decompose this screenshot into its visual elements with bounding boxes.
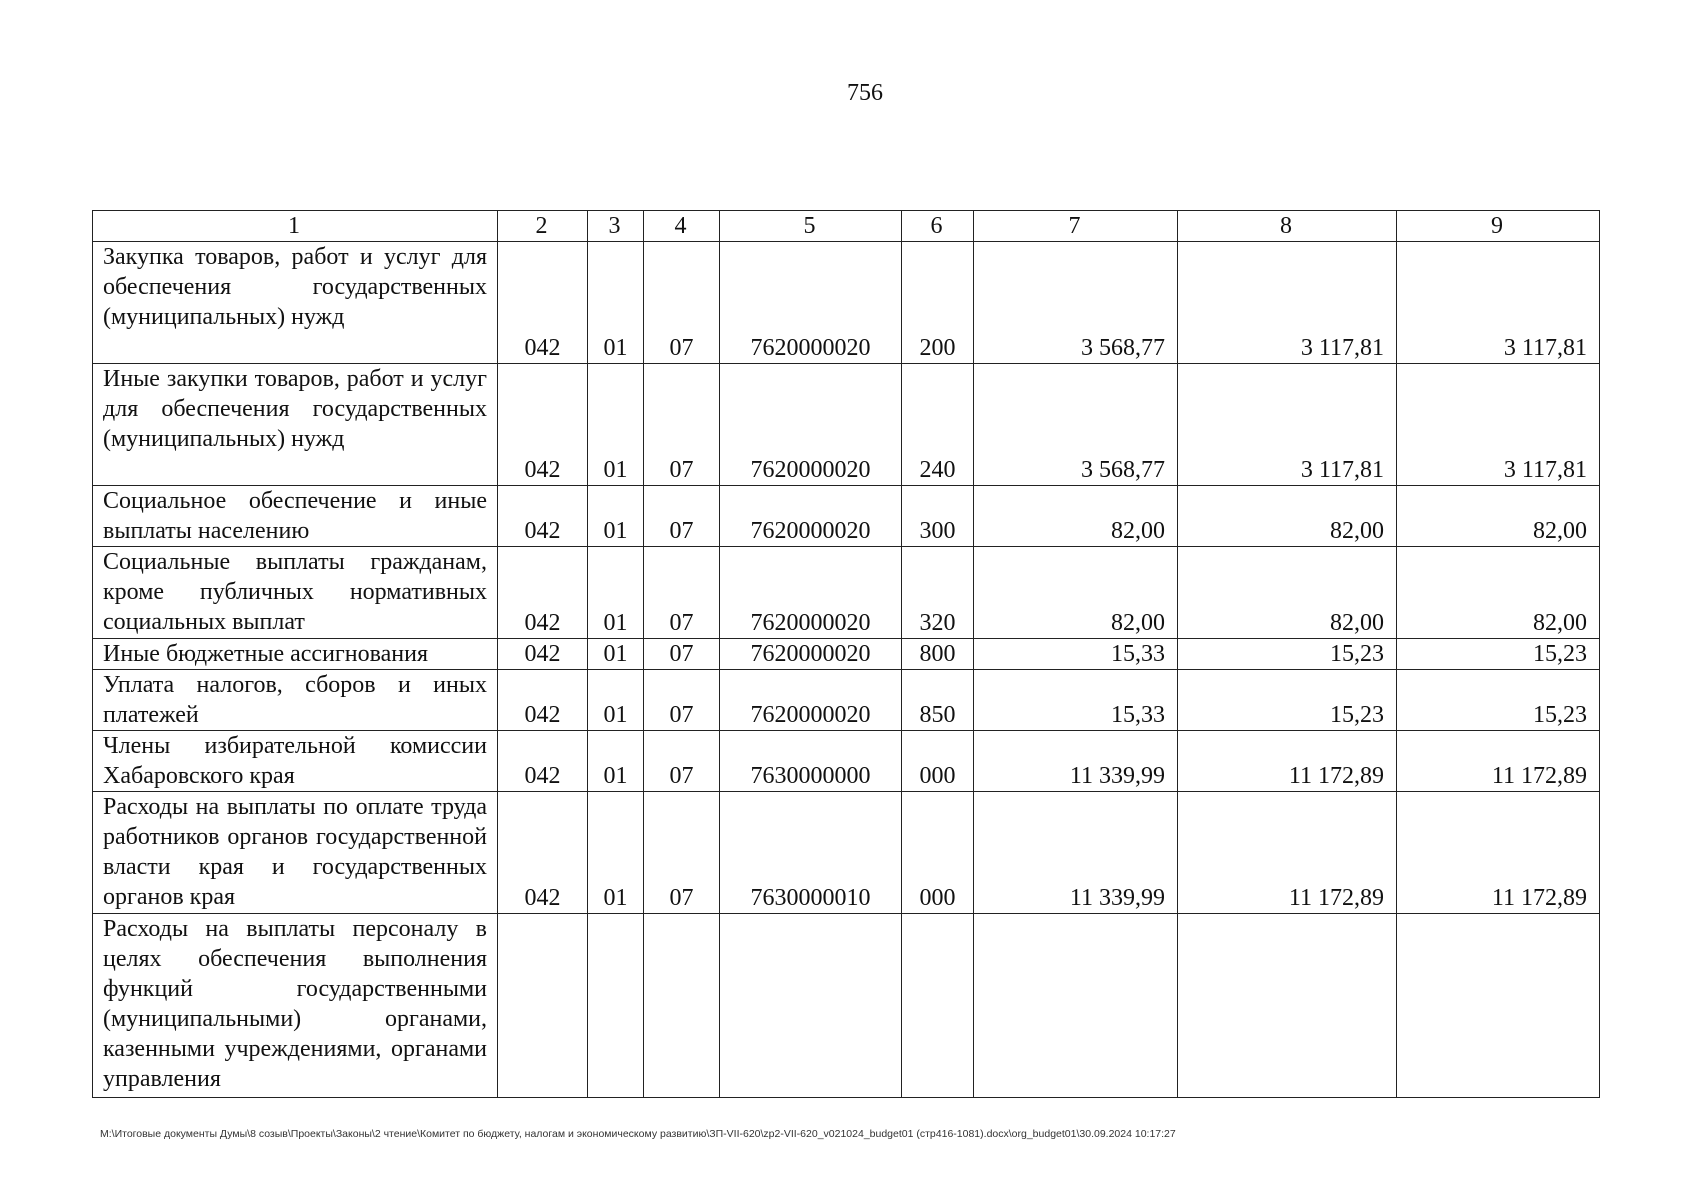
cell-col-8: 82,00 <box>1178 486 1397 547</box>
cell-col-5: 7620000020 <box>720 364 902 486</box>
table-row <box>93 242 1600 364</box>
cell-col-4: 07 <box>644 670 720 731</box>
cell-col-7 <box>974 914 1178 1098</box>
cell-col-4: 07 <box>644 364 720 486</box>
cell-col-6: 800 <box>902 639 974 670</box>
cell-col-3: 01 <box>588 486 644 547</box>
cell-col-8: 3 117,81 <box>1178 242 1397 364</box>
cell-col-3: 01 <box>588 364 644 486</box>
cell-col-3: 01 <box>588 731 644 792</box>
cell-col-8: 15,23 <box>1178 670 1397 731</box>
header-col-3: 3 <box>588 211 644 242</box>
row-name: Расходы на выплаты по оплате труда работников органов государственной власти края и государственных органов края <box>93 792 498 914</box>
header-col-7: 7 <box>974 211 1178 242</box>
cell-col-7: 15,33 <box>974 670 1178 731</box>
header-col-2: 2 <box>498 211 588 242</box>
cell-col-6: 240 <box>902 364 974 486</box>
table-row <box>93 914 1600 1098</box>
cell-col-3: 01 <box>588 242 644 364</box>
cell-col-2: 042 <box>498 731 588 792</box>
cell-col-7: 3 568,77 <box>974 242 1178 364</box>
cell-col-3: 01 <box>588 547 644 639</box>
row-name: Члены избирательной комиссии Хабаровского края <box>93 731 498 792</box>
row-name: Закупка товаров, работ и услуг для обеспечения государственных (муниципальных) нужд <box>93 242 498 364</box>
cell-col-2: 042 <box>498 364 588 486</box>
header-col-9: 9 <box>1397 211 1600 242</box>
cell-col-6: 300 <box>902 486 974 547</box>
cell-col-5: 7630000010 <box>720 792 902 914</box>
cell-col-2: 042 <box>498 486 588 547</box>
cell-col-3: 01 <box>588 639 644 670</box>
row-name: Иные закупки товаров, работ и услуг для обеспечения государственных (муниципальных) нужд <box>93 364 498 486</box>
cell-col-7: 11 339,99 <box>974 792 1178 914</box>
row-name: Иные бюджетные ассигнования <box>93 639 498 670</box>
table-row <box>93 792 1600 914</box>
cell-col-6 <box>902 914 974 1098</box>
table-header <box>93 211 1600 242</box>
cell-col-9: 11 172,89 <box>1397 792 1600 914</box>
cell-col-9: 82,00 <box>1397 486 1600 547</box>
footer-file-path: M:\Итоговые документы Думы\8 созыв\Проекты\Законы\2 чтение\Комитет по бюджету, налогам и экономическому развитию\ЗП-VII-620\zp2-VII-620_v021024_budget01 (стр416-1081).docx\org_budget01\30.09.2024 10:17:27 <box>100 1128 1176 1140</box>
cell-col-7: 15,33 <box>974 639 1178 670</box>
cell-col-7: 3 568,77 <box>974 364 1178 486</box>
table-row <box>93 486 1600 547</box>
cell-col-4 <box>644 914 720 1098</box>
cell-col-3: 01 <box>588 792 644 914</box>
cell-col-5: 7620000020 <box>720 242 902 364</box>
cell-col-9: 3 117,81 <box>1397 364 1600 486</box>
cell-col-7: 11 339,99 <box>974 731 1178 792</box>
cell-col-2 <box>498 914 588 1098</box>
header-col-4: 4 <box>644 211 720 242</box>
row-name: Расходы на выплаты персоналу в целях обеспечения выполнения функций государственными (муниципальными) органами, казенными учреждениями, органами управления <box>93 914 498 1098</box>
cell-col-2: 042 <box>498 639 588 670</box>
cell-col-4: 07 <box>644 731 720 792</box>
cell-col-3: 01 <box>588 670 644 731</box>
cell-col-6: 000 <box>902 792 974 914</box>
table-row <box>93 670 1600 731</box>
table-row <box>93 364 1600 486</box>
table-body <box>93 242 1600 1098</box>
cell-col-8: 11 172,89 <box>1178 731 1397 792</box>
header-col-5: 5 <box>720 211 902 242</box>
page-number: 756 <box>847 80 883 106</box>
cell-col-5: 7620000020 <box>720 670 902 731</box>
cell-col-2: 042 <box>498 670 588 731</box>
cell-col-9: 15,23 <box>1397 639 1600 670</box>
cell-col-9 <box>1397 914 1600 1098</box>
cell-col-2: 042 <box>498 547 588 639</box>
cell-col-5: 7620000020 <box>720 547 902 639</box>
row-name: Социальное обеспечение и иные выплаты населению <box>93 486 498 547</box>
cell-col-8: 15,23 <box>1178 639 1397 670</box>
budget-table <box>92 210 1600 1098</box>
header-col-1: 1 <box>93 211 498 242</box>
table-row <box>93 547 1600 639</box>
cell-col-6: 320 <box>902 547 974 639</box>
cell-col-6: 200 <box>902 242 974 364</box>
cell-col-9: 3 117,81 <box>1397 242 1600 364</box>
row-name: Уплата налогов, сборов и иных платежей <box>93 670 498 731</box>
cell-col-4: 07 <box>644 242 720 364</box>
cell-col-7: 82,00 <box>974 486 1178 547</box>
cell-col-4: 07 <box>644 639 720 670</box>
cell-col-9: 82,00 <box>1397 547 1600 639</box>
cell-col-2: 042 <box>498 242 588 364</box>
cell-col-6: 000 <box>902 731 974 792</box>
cell-col-9: 11 172,89 <box>1397 731 1600 792</box>
header-col-8: 8 <box>1178 211 1397 242</box>
cell-col-8: 82,00 <box>1178 547 1397 639</box>
header-col-6: 6 <box>902 211 974 242</box>
cell-col-8 <box>1178 914 1397 1098</box>
table-row <box>93 639 1600 670</box>
header-row <box>93 211 1600 242</box>
cell-col-4: 07 <box>644 547 720 639</box>
cell-col-8: 3 117,81 <box>1178 364 1397 486</box>
cell-col-9: 15,23 <box>1397 670 1600 731</box>
cell-col-7: 82,00 <box>974 547 1178 639</box>
cell-col-5 <box>720 914 902 1098</box>
row-name: Социальные выплаты гражданам, кроме публичных нормативных социальных выплат <box>93 547 498 639</box>
cell-col-5: 7620000020 <box>720 639 902 670</box>
cell-col-5: 7630000000 <box>720 731 902 792</box>
cell-col-5: 7620000020 <box>720 486 902 547</box>
cell-col-3 <box>588 914 644 1098</box>
cell-col-4: 07 <box>644 486 720 547</box>
cell-col-4: 07 <box>644 792 720 914</box>
table-row <box>93 731 1600 792</box>
cell-col-8: 11 172,89 <box>1178 792 1397 914</box>
cell-col-6: 850 <box>902 670 974 731</box>
cell-col-2: 042 <box>498 792 588 914</box>
